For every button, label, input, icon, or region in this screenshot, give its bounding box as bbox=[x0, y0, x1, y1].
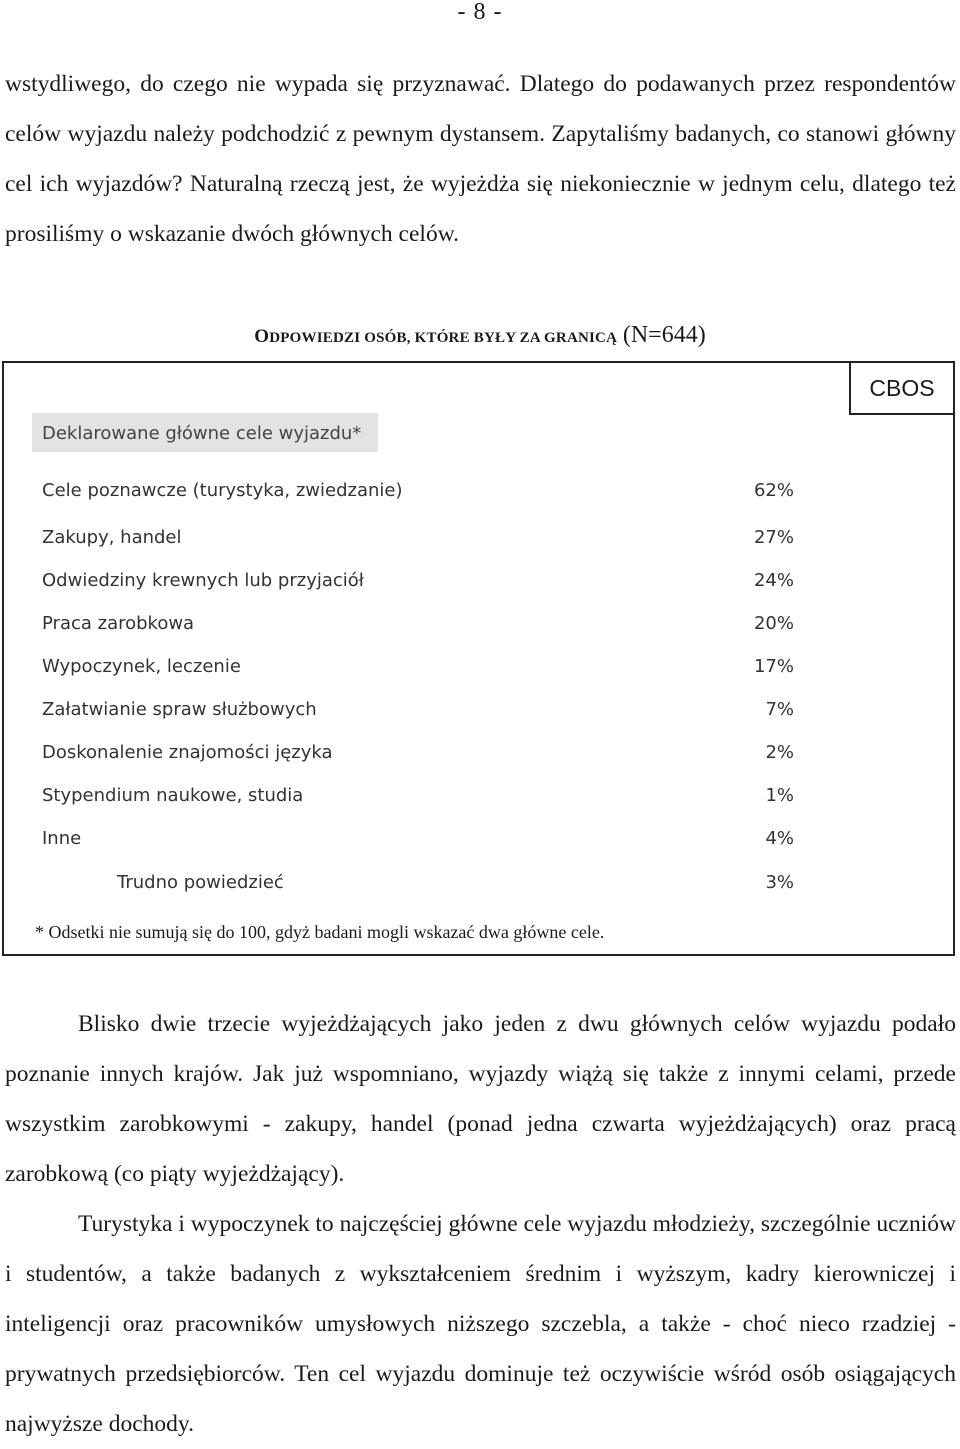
row-value: 1% bbox=[765, 785, 794, 806]
body-paragraph-text: Turystyka i wypoczynek to najczęściej główne cele wyjazdu młodzieży, szczególnie uczniów i studentów, a także badanych z wykształceniem średnim i wyższym, kadry kierowniczej i inteligencji oraz pracowników umysłowych niższego szczebla, a także - choć nieco rzadziej - prywatnych przedsiębiorców. Ten cel wyjazdu dominuje też oczywiście wśród osób osiągających najwyższe dochody. bbox=[5, 1211, 956, 1437]
row-label: Cele poznawcze (turystyka, zwiedzanie) bbox=[42, 480, 403, 501]
intro-paragraph: wstydliwego, do czego nie wypada się przyznawać. Dlatego do podawanych przez respondentów celów wyjazdu należy podchodzić z pewnym dystansem. Zapytaliśmy badanych, co stanowi główny cel ich wyjazdów? Naturalną rzeczą jest, że wyjeżdża się niekoniecznie w jednym celu, dlatego też prosiliśmy o wskazanie dwóch głównych celów. bbox=[5, 71, 956, 247]
table-row bbox=[4, 527, 804, 557]
row-label: Doskonalenie znajomości języka bbox=[42, 742, 333, 763]
row-value: 24% bbox=[753, 570, 794, 591]
row-label: Trudno powiedzieć bbox=[117, 872, 284, 893]
table-row bbox=[4, 480, 804, 510]
table-header: Deklarowane główne cele wyjazdu* bbox=[32, 413, 378, 452]
row-value: 20% bbox=[753, 613, 794, 634]
row-label: Praca zarobkowa bbox=[42, 613, 195, 634]
table-footnote: * Odsetki nie sumują się do 100, gdyż badani mogli wskazać dwa główne cele. bbox=[35, 922, 605, 942]
source-label: CBOS bbox=[849, 361, 955, 415]
row-value: 27% bbox=[753, 527, 794, 548]
row-label: Zakupy, handel bbox=[42, 527, 182, 548]
row-label: Inne bbox=[42, 828, 82, 849]
body-paragraph bbox=[5, 999, 956, 1199]
table-row bbox=[4, 828, 804, 858]
table-row bbox=[4, 570, 804, 600]
body-paragraph bbox=[5, 1199, 956, 1449]
table-title-n: (N=644) bbox=[622, 322, 706, 348]
data-table bbox=[2, 361, 955, 956]
row-value: 17% bbox=[753, 656, 794, 677]
row-value: 4% bbox=[765, 828, 794, 849]
table-row bbox=[4, 656, 804, 686]
table-row bbox=[4, 785, 804, 815]
table-row bbox=[4, 742, 804, 772]
row-label: Wypoczynek, leczenie bbox=[42, 656, 241, 677]
page-number: - 8 - bbox=[457, 0, 503, 25]
table-row bbox=[4, 613, 804, 643]
body-paragraph-text: Blisko dwie trzecie wyjeżdżających jako jeden z dwu głównych celów wyjazdu podało poznanie innych krajów. Jak już wspomniano, wyjazdy wiążą się także z innymi celami, przede wszystkim zarobkowymi - zakupy, handel (ponad jedna czwarta wyjeżdżających) oraz pracą zarobkową (co piąty wyjeżdżający). bbox=[5, 1011, 956, 1187]
table-title-text: ODPOWIEDZI OSÓB, KTÓRE BYŁY ZA GRANICĄ bbox=[254, 326, 618, 347]
row-label: Stypendium naukowe, studia bbox=[42, 785, 304, 806]
row-value: 7% bbox=[765, 699, 794, 720]
table-row bbox=[4, 699, 804, 729]
row-value: 2% bbox=[765, 742, 794, 763]
row-value: 3% bbox=[765, 872, 794, 893]
table-title bbox=[0, 318, 960, 355]
row-value: 62% bbox=[753, 480, 794, 501]
row-label: Załatwianie spraw służbowych bbox=[42, 699, 317, 720]
table-row bbox=[4, 872, 804, 902]
row-label: Odwiedziny krewnych lub przyjaciół bbox=[42, 570, 364, 591]
